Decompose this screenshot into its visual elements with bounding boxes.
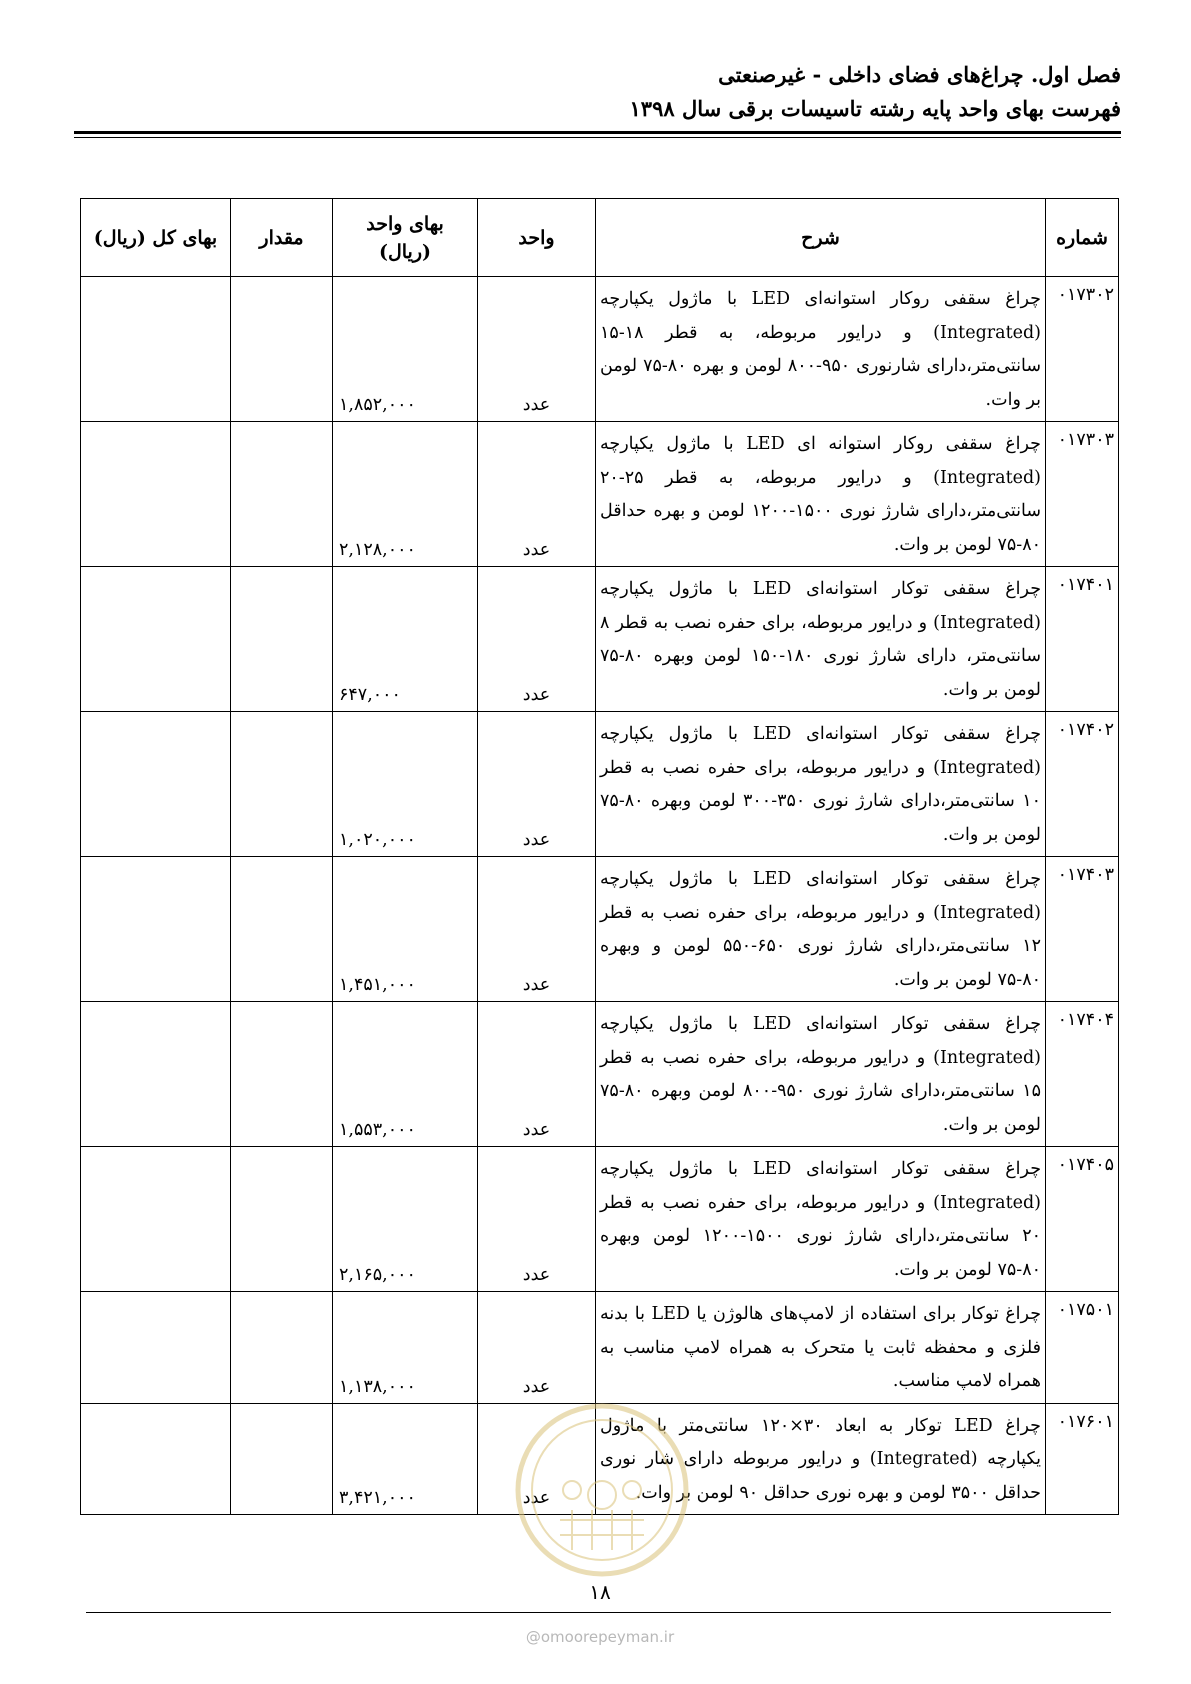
header-unit-price-label: بهای واحد (366, 212, 444, 235)
item-total (81, 1403, 231, 1515)
item-unit: عدد (478, 277, 596, 422)
item-description: چراغ سقفی توکار استوانه‌ای LED با ماژول یکپارچه (Integrated) و درایور مربوطه، برای حفره نصب به قطر ۸ سانتی‌متر، دارای شارژ نوری ۱۸۰-۱۵۰ لومن وبهره ۸۰-۷۵ لومن بر وات. (596, 567, 1046, 712)
header-total-price: بهای کل (ریال) (81, 199, 231, 277)
header-quantity: مقدار (231, 199, 333, 277)
price-table (80, 198, 1119, 1515)
item-number: ۰۱۷۶۰۱ (1046, 1403, 1119, 1515)
header-unit-price (333, 199, 478, 277)
item-total (81, 1147, 231, 1292)
item-number: ۰۱۷۴۰۵ (1046, 1147, 1119, 1292)
item-unit: عدد (478, 857, 596, 1002)
item-unit-price: ۲,۱۶۵,۰۰۰ (333, 1147, 478, 1292)
watermark-text: @omoorepeyman.ir (525, 1628, 675, 1646)
item-description: چراغ سقفی توکار استوانه‌ای LED با ماژول یکپارچه (Integrated) و درایور مربوطه، برای حفره نصب به قطر ۱۲ سانتی‌متر،دارای شارژ نوری ۶۵۰-۵۵۰ لومن و وبهره ۸۰-۷۵ لومن بر وات. (596, 857, 1046, 1002)
item-total (81, 567, 231, 712)
item-description: چراغ LED توکار به ابعاد ۳۰×۱۲۰ سانتی‌متر با ماژول یکپارچه (Integrated) و درایور مربوطه دارای شار نوری حداقل ۳۵۰۰ لومن و بهره نوری حداقل ۹۰ لومن بر وات. (596, 1403, 1046, 1515)
item-unit: عدد (478, 567, 596, 712)
item-description: چراغ سقفی توکار استوانه‌ای LED با ماژول یکپارچه (Integrated) و درایور مربوطه، برای حفره نصب به قطر ۱۰ سانتی‌متر،دارای شارژ نوری ۳۵۰-۳۰۰ لومن وبهره ۸۰-۷۵ لومن بر وات. (596, 712, 1046, 857)
item-unit-price: ۱,۵۵۳,۰۰۰ (333, 1002, 478, 1147)
item-quantity (231, 277, 333, 422)
item-number: ۰۱۷۴۰۳ (1046, 857, 1119, 1002)
page-number: ۱۸ (589, 1580, 611, 1604)
item-number: ۰۱۷۴۰۲ (1046, 712, 1119, 857)
item-quantity (231, 857, 333, 1002)
item-unit-price: ۱,۸۵۲,۰۰۰ (333, 277, 478, 422)
table-row (81, 1002, 1119, 1147)
table-row (81, 1147, 1119, 1292)
item-total (81, 422, 231, 567)
page-header (71, 58, 1121, 126)
header-rule-thin (74, 137, 1121, 138)
item-number: ۰۱۷۴۰۱ (1046, 567, 1119, 712)
table-row (81, 712, 1119, 857)
item-quantity (231, 567, 333, 712)
item-unit: عدد (478, 1403, 596, 1515)
item-number: ۰۱۷۳۰۲ (1046, 277, 1119, 422)
item-unit: عدد (478, 1292, 596, 1404)
table-body (81, 277, 1119, 1515)
table-row (81, 422, 1119, 567)
item-unit-price: ۳,۴۲۱,۰۰۰ (333, 1403, 478, 1515)
item-quantity (231, 712, 333, 857)
header-unit: واحد (478, 199, 596, 277)
item-unit: عدد (478, 712, 596, 857)
table-row (81, 1292, 1119, 1404)
item-unit-price: ۶۴۷,۰۰۰ (333, 567, 478, 712)
header-unit-price-currency: (ریال) (378, 240, 432, 263)
item-description: چراغ توکار برای استفاده از لامپ‌های هالوژن یا LED با بدنه فلزی و محفظه ثابت یا متحرک به همراه لامپ مناسب به همراه لامپ مناسب. (596, 1292, 1046, 1404)
item-unit-price: ۱,۱۳۸,۰۰۰ (333, 1292, 478, 1404)
item-unit-price: ۱,۴۵۱,۰۰۰ (333, 857, 478, 1002)
item-total (81, 1002, 231, 1147)
item-total (81, 1292, 231, 1404)
item-unit-price: ۱,۰۲۰,۰۰۰ (333, 712, 478, 857)
table-row (81, 277, 1119, 422)
item-total (81, 857, 231, 1002)
table-header (81, 199, 1119, 277)
item-total (81, 277, 231, 422)
item-description: چراغ سقفی توکار استوانه‌ای LED با ماژول یکپارچه (Integrated) و درایور مربوطه، برای حفره نصب به قطر ۲۰ سانتی‌متر،دارای شارژ نوری ۱۵۰۰-۱۲۰۰ لومن وبهره ۸۰-۷۵ لومن بر وات. (596, 1147, 1046, 1292)
item-number: ۰۱۷۳۰۳ (1046, 422, 1119, 567)
item-number: ۰۱۷۵۰۱ (1046, 1292, 1119, 1404)
table-row (81, 567, 1119, 712)
list-title: فهرست بهای واحد پایه رشته تاسیسات برقی سال ۱۳۹۸ (629, 96, 1121, 121)
item-unit: عدد (478, 422, 596, 567)
chapter-title: فصل اول. چراغ‌های فضای داخلی - غیرصنعتی (718, 62, 1121, 87)
item-description: چراغ سقفی توکار استوانه‌ای LED با ماژول یکپارچه (Integrated) و درایور مربوطه، برای حفره نصب به قطر ۱۵ سانتی‌متر،دارای شارژ نوری ۹۵۰-۸۰۰ لومن وبهره ۸۰-۷۵ لومن بر وات. (596, 1002, 1046, 1147)
header-row (81, 199, 1119, 277)
item-quantity (231, 1147, 333, 1292)
item-unit-price: ۲,۱۲۸,۰۰۰ (333, 422, 478, 567)
watermark-seal (512, 1400, 692, 1580)
footer-rule (86, 1612, 1111, 1613)
header-number: شماره (1046, 199, 1119, 277)
item-quantity (231, 1002, 333, 1147)
item-total (81, 712, 231, 857)
item-description: چراغ سقفی روکار استوانه ای LED با ماژول یکپارچه (Integrated) و درایور مربوطه، به قطر ۲۵-۲۰ سانتی‌متر،دارای شارژ نوری ۱۵۰۰-۱۲۰۰ لومن و بهره حداقل ۸۰-۷۵ لومن بر وات. (596, 422, 1046, 567)
item-number: ۰۱۷۴۰۴ (1046, 1002, 1119, 1147)
table-row (81, 857, 1119, 1002)
item-quantity (231, 1292, 333, 1404)
item-quantity (231, 422, 333, 567)
item-description: چراغ سقفی روکار استوانه‌ای LED با ماژول یکپارچه (Integrated) و درایور مربوطه، به قطر ۱۸-۱۵ سانتی‌متر،دارای شارنوری ۹۵۰-۸۰۰ لومن و بهره ۸۰-۷۵ لومن بر وات. (596, 277, 1046, 422)
header-rule-thick (74, 131, 1121, 134)
item-unit: عدد (478, 1147, 596, 1292)
header-description: شرح (596, 199, 1046, 277)
item-quantity (231, 1403, 333, 1515)
item-unit: عدد (478, 1002, 596, 1147)
